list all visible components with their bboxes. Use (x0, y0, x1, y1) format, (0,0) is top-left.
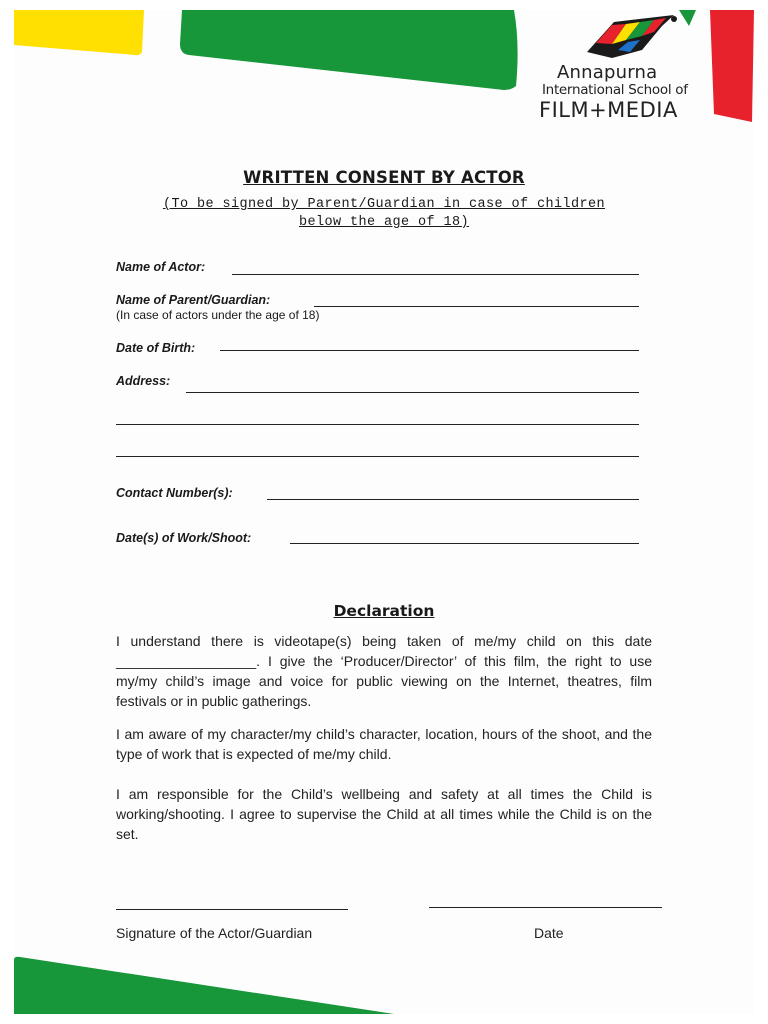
actor-name-field[interactable] (232, 274, 639, 275)
dob-field[interactable] (220, 350, 639, 351)
contact-number-label: Contact Number(s): (116, 486, 233, 500)
logo-name-line1: Annapurna (557, 62, 658, 83)
dob-label: Date of Birth: (116, 341, 196, 355)
parent-name-label: Name of Parent/Guardian: (116, 293, 271, 307)
parent-name-field[interactable] (314, 306, 639, 307)
address-field-line1[interactable] (186, 392, 639, 393)
contact-number-field[interactable] (267, 499, 639, 500)
address-field-line3[interactable] (116, 456, 639, 457)
page-title: WRITTEN CONSENT BY ACTOR (243, 168, 525, 187)
declaration-paragraph-1: I understand there is videotape(s) being taken of me/my child on this date __________________. I give the ‘Producer/Director’ of this film, the right to use my/my child’s image and voice for public viewing on the Internet, theatres, film festivals or in public gatherings. (116, 633, 652, 709)
subtitle-line2: below the age of 18) (298, 215, 470, 230)
signature-field[interactable] (116, 909, 348, 910)
signature-label: Signature of the Actor/Guardian (116, 925, 313, 941)
date-field[interactable] (429, 907, 662, 908)
date-label: Date (534, 925, 564, 941)
work-dates-field[interactable] (290, 543, 639, 544)
subtitle-line1: (To be signed by Parent/Guardian in case of children (162, 197, 606, 212)
actor-name-label: Name of Actor: (116, 260, 206, 274)
declaration-paragraph-2: I am aware of my character/my child’s character, location, hours of the shoot, and the type of work that is expected of me/my child. (116, 726, 652, 762)
address-field-line2[interactable] (116, 424, 639, 425)
declaration-heading: Declaration (333, 602, 435, 620)
address-label: Address: (116, 374, 171, 388)
parent-name-note: (In case of actors under the age of 18) (116, 308, 320, 322)
work-dates-label: Date(s) of Work/Shoot: (116, 531, 252, 545)
logo-name-line3: FILM+MEDIA (539, 98, 678, 122)
logo-name-line2: International School of (542, 82, 688, 98)
page-subtitle (124, 196, 644, 232)
brand-stripes-decoration (14, 10, 754, 1014)
consent-form-page (14, 10, 754, 1014)
declaration-paragraph-3: I am responsible for the Child’s wellbeing and safety at all times the Child is working/shooting. I agree to supervise the Child at all times while the Child is on the set. (116, 786, 652, 842)
